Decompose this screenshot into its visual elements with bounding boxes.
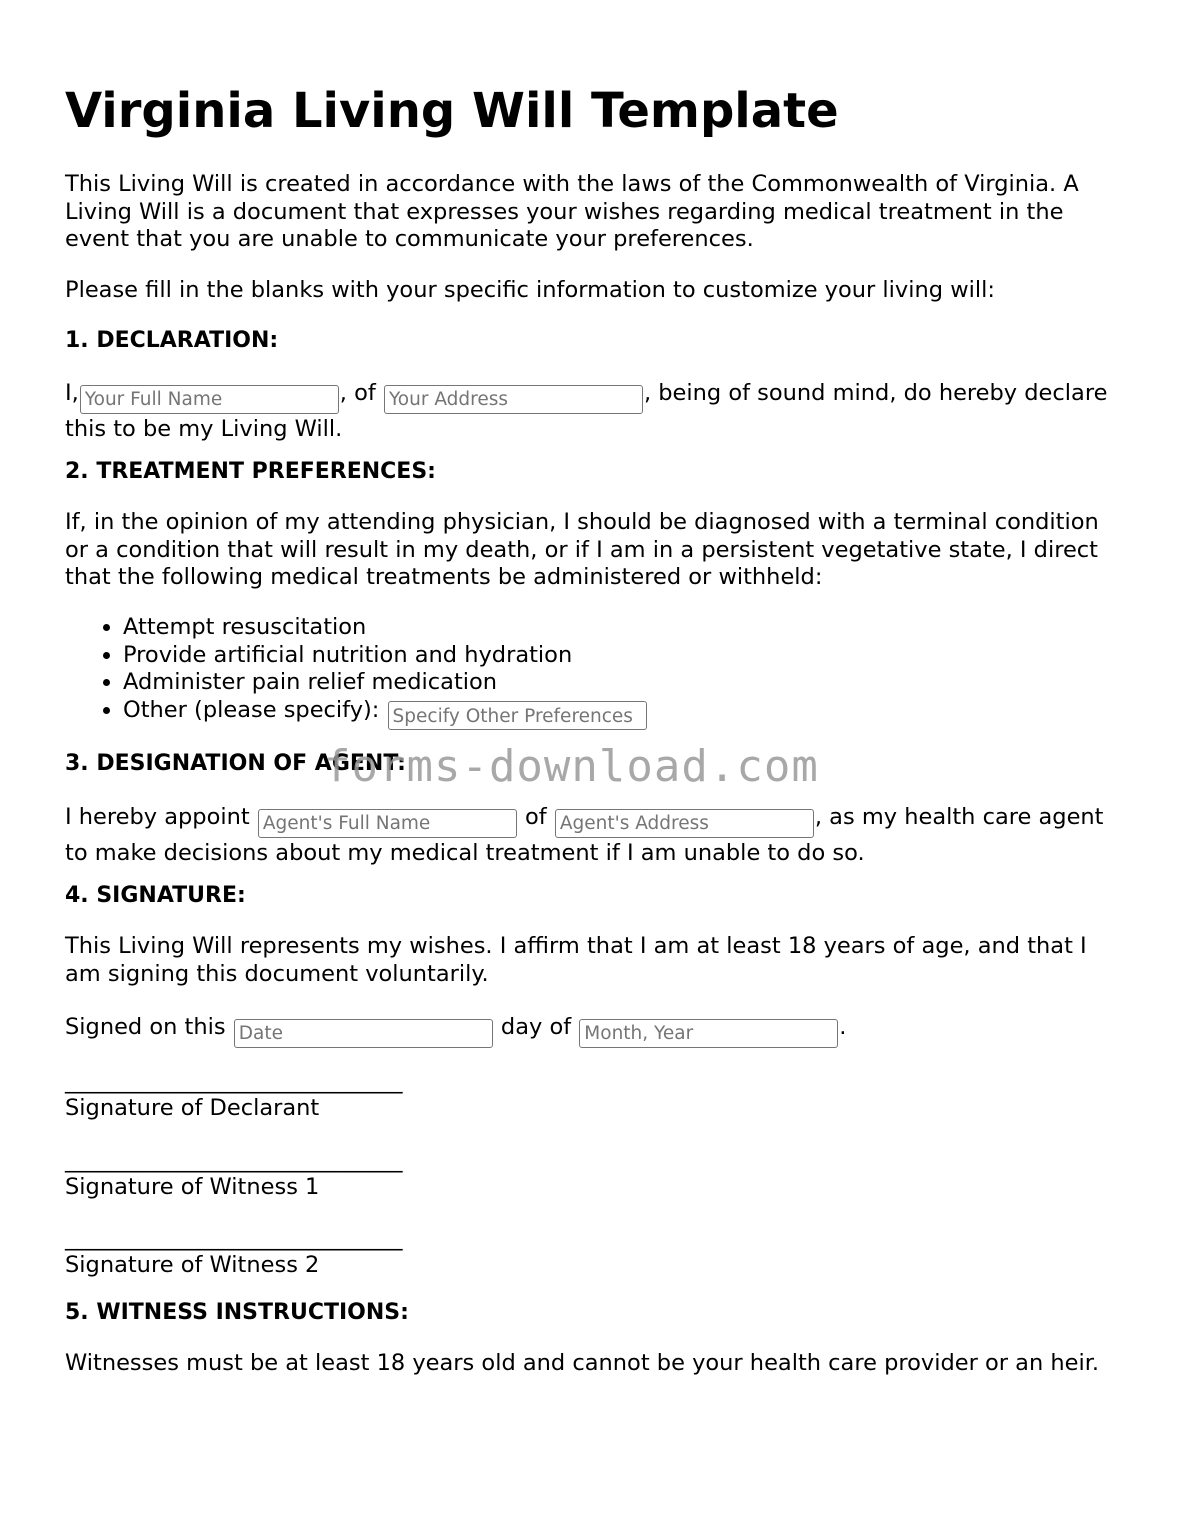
declarant-signature-block: [65, 1068, 403, 1122]
signature-heading: 4. SIGNATURE:: [65, 883, 246, 908]
other-label: Other (please specify):: [123, 696, 380, 723]
agent-prefix: I hereby appoint: [65, 804, 250, 830]
agent-address-input[interactable]: [555, 809, 814, 838]
signature-paragraph: This Living Will represents my wishes. I affirm that I am at least 18 years of age, and that I am signing this document voluntarily.: [65, 933, 1087, 987]
treatment-heading: 2. TREATMENT PREFERENCES:: [65, 459, 436, 484]
intro-paragraph: This Living Will is created in accordance with the laws of the Commonwealth of Virginia. A Living Will is a document that expresses your wishes regarding medical treatment in the event that you are unable to communicate your preferences.: [65, 171, 1079, 252]
full-name-input[interactable]: [80, 385, 339, 414]
instruction-paragraph: Please fill in the blanks with your specific information to customize your living will:: [65, 277, 995, 303]
month-year-input[interactable]: [579, 1019, 838, 1048]
witness1-signature-block: [65, 1147, 403, 1201]
treatment-paragraph: If, in the opinion of my attending physician, I should be diagnosed with a terminal condition or a condition that will result in my death, or if I am in a persistent vegetative state, I direct that the following medical treatments be administered or withheld:: [65, 509, 1099, 590]
treatment-item-other: [123, 697, 648, 731]
treatment-item-nutrition: • Provide artificial nutrition and hydration: [123, 642, 648, 670]
agent-paragraph: [65, 802, 1125, 868]
declaration-of-text: , of: [339, 380, 376, 406]
declarant-signature-label: Signature of Declarant: [65, 1095, 320, 1121]
agent-of-text: of: [525, 804, 547, 830]
other-preferences-input[interactable]: [388, 701, 647, 730]
agent-name-input[interactable]: [258, 809, 517, 838]
watermark: forms-download.com: [324, 741, 819, 792]
page-title: Virginia Living Will Template: [65, 83, 839, 139]
signed-on-line: [65, 1012, 1125, 1048]
signed-prefix: Signed on this: [65, 1014, 226, 1040]
date-input[interactable]: [234, 1019, 493, 1048]
declaration-suffix: , being of sound mind, do hereby declare this to be my Living Will.: [65, 380, 1108, 442]
treatment-list: [65, 614, 648, 730]
agent-suffix: , as my health care agent to make decisions about my medical treatment if I am unable to do so.: [65, 804, 1104, 866]
day-of-text: day of: [500, 1014, 572, 1040]
witness2-signature-label: Signature of Witness 2: [65, 1252, 320, 1278]
treatment-item-resuscitation: • Attempt resuscitation: [123, 614, 648, 642]
witness1-signature-label: Signature of Witness 1: [65, 1174, 320, 1200]
witness-heading: 5. WITNESS INSTRUCTIONS:: [65, 1300, 409, 1325]
signed-end: .: [839, 1014, 847, 1040]
witness-paragraph: Witnesses must be at least 18 years old and cannot be your health care provider or an heir.: [65, 1350, 1100, 1376]
declaration-heading: 1. DECLARATION:: [65, 328, 279, 353]
address-input[interactable]: [384, 385, 643, 414]
treatment-item-pain-relief: • Administer pain relief medication: [123, 669, 648, 697]
declaration-paragraph: [65, 378, 1125, 444]
declarant-signature-line: ______________________________: [65, 1068, 403, 1094]
declaration-prefix: I,: [65, 380, 79, 406]
witness2-signature-block: [65, 1225, 403, 1279]
agent-heading: 3. DESIGNATION OF AGENT:: [65, 751, 406, 776]
witness2-signature-line: ______________________________: [65, 1225, 403, 1251]
witness1-signature-line: ______________________________: [65, 1147, 403, 1173]
